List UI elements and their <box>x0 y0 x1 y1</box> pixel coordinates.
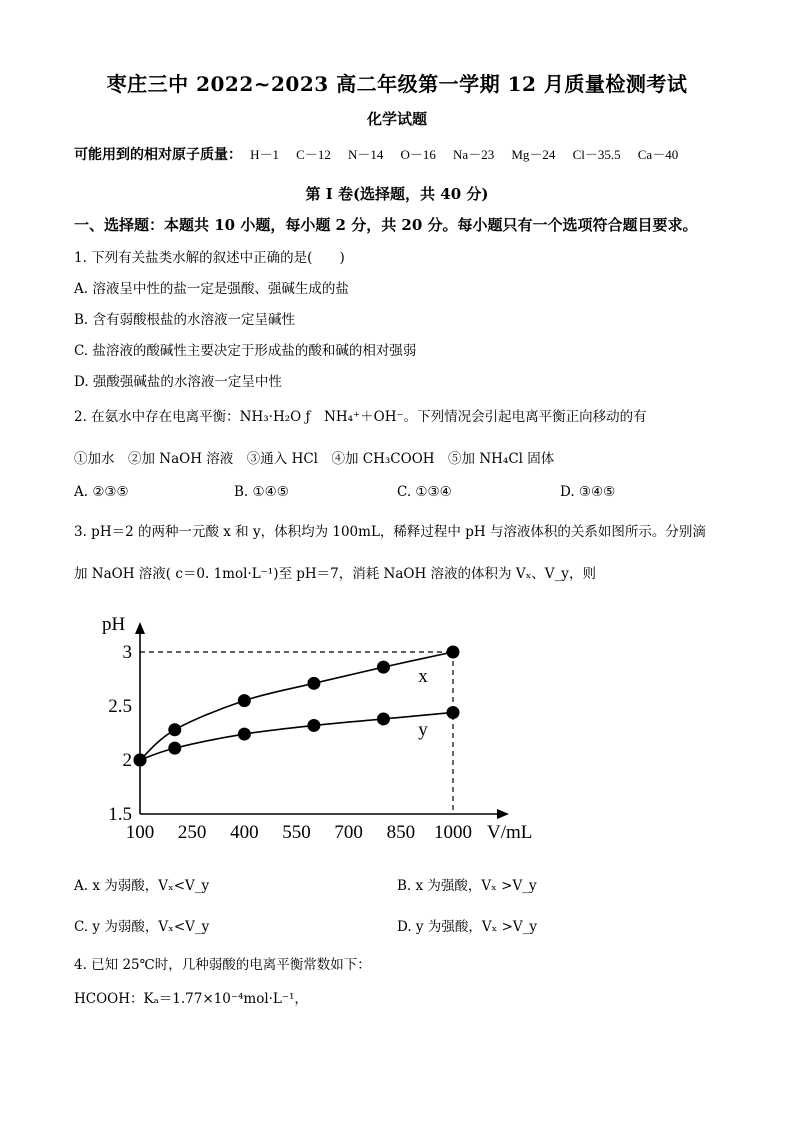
part-title: 第 I 卷(选择题，共 40 分) <box>305 185 489 203</box>
x-axis-arrow <box>497 809 509 819</box>
x-axis-label: V/mL <box>487 822 533 843</box>
y-tick-label: 2 <box>122 750 132 771</box>
chart-svg <box>100 600 560 850</box>
q1-option-b: B. 含有弱酸根盐的水溶液一定呈碱性 <box>74 312 296 328</box>
q3-option-d: D. y 为强酸，Vₓ >V_y <box>397 919 538 935</box>
x-tick-label: 850 <box>386 822 416 843</box>
y-tick-label: 1.5 <box>108 804 132 825</box>
mass-item: Mg－24 <box>511 147 556 162</box>
series-line-x <box>140 652 453 760</box>
q3-option-a: A. x 为弱酸，Vₓ<V_y <box>74 878 210 894</box>
data-point-x <box>168 723 181 736</box>
series-label-y: y <box>418 719 428 741</box>
series-label-x: x <box>418 665 428 687</box>
x-tick-label: 1000 <box>434 822 472 843</box>
q4-stem: 4. 已知 25℃时，几种弱酸的电离平衡常数如下： <box>74 957 371 973</box>
q3-option-b: B. x 为强酸，Vₓ >V_y <box>397 878 537 894</box>
q1-option-d: D. 强酸强碱盐的水溶液一定呈中性 <box>74 374 282 390</box>
exam-title: 枣庄三中 2022~2023 高二年级第一学期 12 月质量检测考试 <box>106 72 688 96</box>
q2-option-b: B. ①④⑤ <box>234 484 289 500</box>
section-title: 一、选择题：本题共 10 小题，每小题 2 分，共 20 分。每小题只有一个选项符合题目要求。 <box>74 216 698 234</box>
q4-line: HCOOH：Kₐ＝1.77×10⁻⁴mol·L⁻¹， <box>74 991 308 1007</box>
q2-option-d: D. ③④⑤ <box>560 484 616 500</box>
x-tick-label: 700 <box>334 822 363 843</box>
data-point-y <box>377 712 390 725</box>
q3-stem-line1: 3. pH＝2 的两种一元酸 x 和 y，体积均为 100mL，稀释过程中 pH 与溶液体积的关系如图所示。分别滴 <box>74 524 706 540</box>
data-point-x <box>447 646 460 659</box>
data-point-x <box>238 694 251 707</box>
mass-item: Ca－40 <box>637 147 679 162</box>
mass-item: Cl－35.5 <box>572 147 621 162</box>
subject-title: 化学试题 <box>366 110 427 128</box>
x-tick-label: 100 <box>125 822 155 843</box>
y-axis-label: pH <box>102 614 126 635</box>
x-tick-label: 250 <box>177 822 207 843</box>
data-point-x <box>307 677 320 690</box>
q2-option-a: A. ②③⑤ <box>74 484 129 500</box>
q1-option-a: A. 溶液呈中性的盐一定是强酸、强碱生成的盐 <box>74 281 349 297</box>
q1-stem: 1. 下列有关盐类水解的叙述中正确的是( ) <box>74 250 345 266</box>
mass-item: Na－23 <box>453 147 495 162</box>
data-point-y <box>134 754 147 767</box>
ph-volume-chart <box>100 600 560 850</box>
q1-option-c: C. 盐溶液的酸碱性主要决定于形成盐的酸和碱的相对强弱 <box>74 343 417 359</box>
q2-conditions: ①加水 ②加 NaOH 溶液 ③通入 HCl ④加 CH₃COOH ⑤加 NH₄Cl 固体 <box>74 451 555 467</box>
q3-stem-line2: 加 NaOH 溶液( c＝0. 1mol·L⁻¹)至 pH＝7，消耗 NaOH 溶液的体积为 Vₓ、V_y，则 <box>74 566 596 582</box>
y-tick-label: 3 <box>122 642 132 663</box>
atomic-masses <box>74 144 691 164</box>
data-point-x <box>377 661 390 674</box>
atomic-masses-label: 可能用到的相对原子质量： <box>74 147 242 163</box>
data-point-y <box>168 742 181 755</box>
q2-stem: 2. 在氨水中存在电离平衡：NH₃·H₂O ƒ NH₄⁺＋OH⁻。下列情况会引起电离平衡正向移动的有 <box>74 409 647 425</box>
data-point-y <box>238 728 251 741</box>
mass-item: H－1 <box>250 147 280 162</box>
y-axis-arrow <box>135 622 145 634</box>
data-point-y <box>447 706 460 719</box>
q3-option-c: C. y 为弱酸，Vₓ<V_y <box>74 919 210 935</box>
mass-item: C－12 <box>296 147 331 162</box>
x-tick-label: 400 <box>230 822 259 843</box>
y-tick-label: 2.5 <box>108 696 132 717</box>
mass-item: N－14 <box>347 147 384 162</box>
x-tick-label: 550 <box>282 822 311 843</box>
data-point-y <box>307 719 320 732</box>
q2-option-c: C. ①③④ <box>397 484 452 500</box>
series-line-y <box>140 712 453 760</box>
mass-item: O－16 <box>400 147 436 162</box>
